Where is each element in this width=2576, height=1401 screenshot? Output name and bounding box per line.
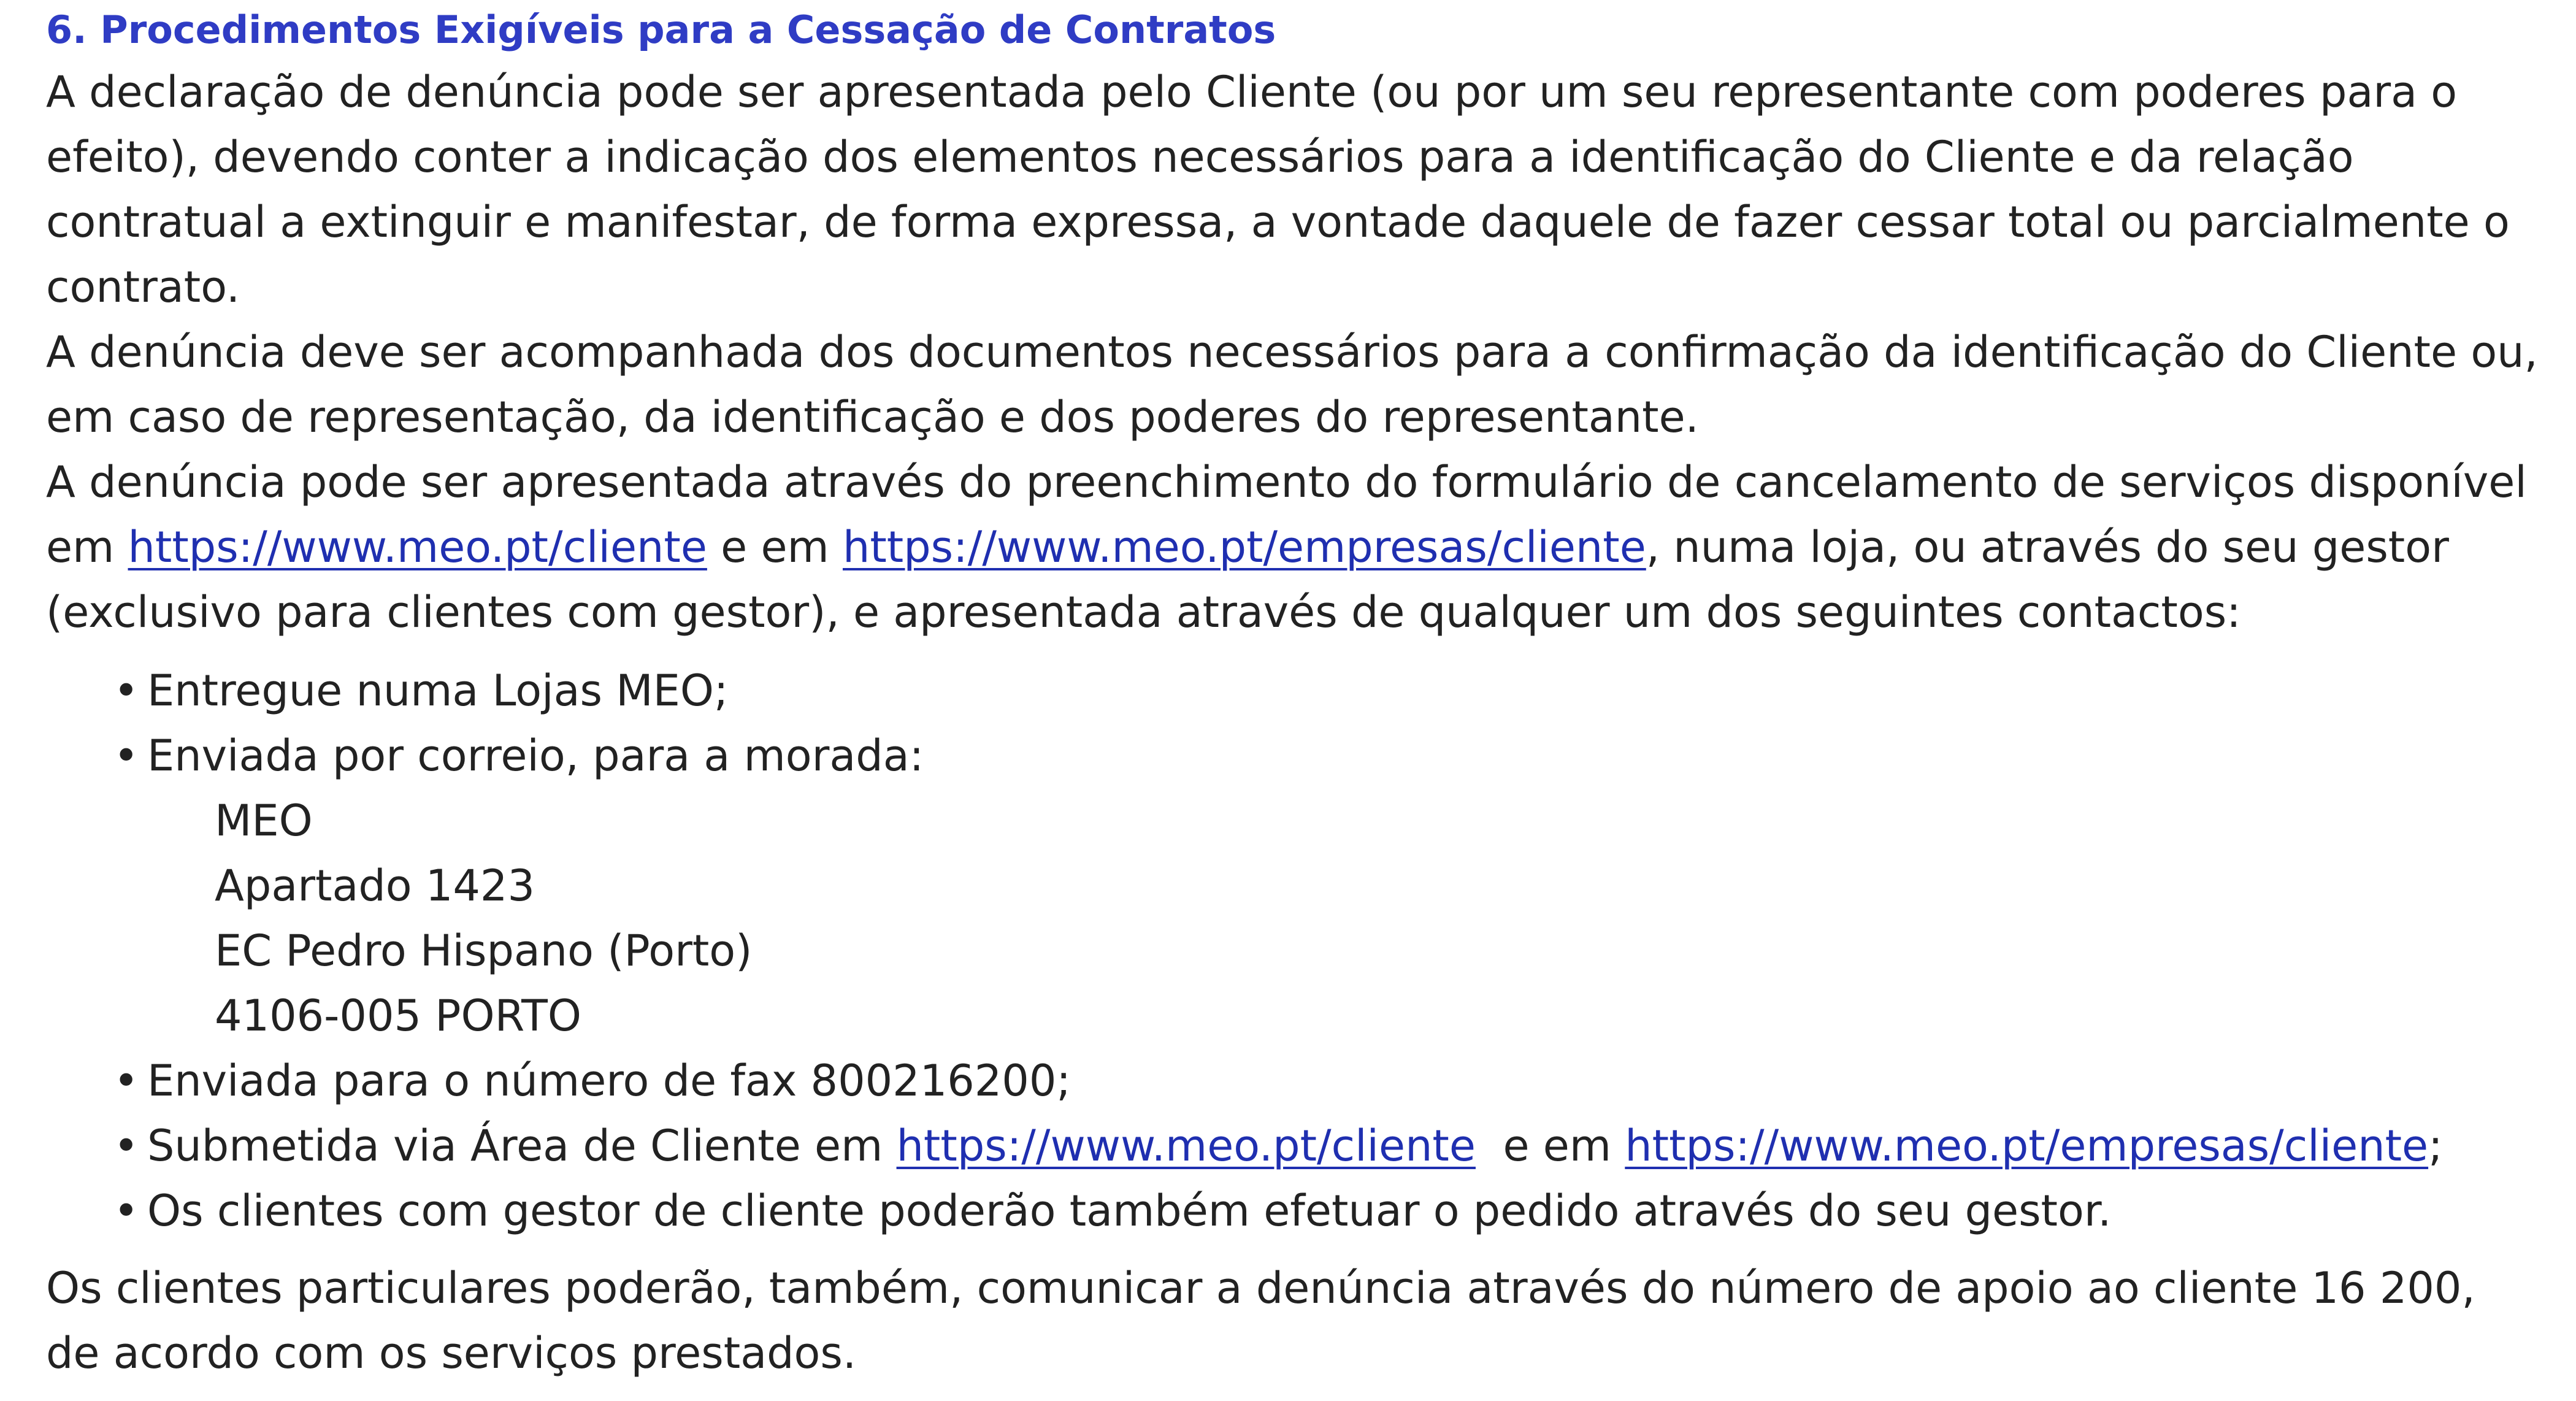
address-line-2: Apartado 1423 [215,861,535,911]
list-item-manager [113,1178,2539,1243]
paragraph-closing: Os clientes particulares poderão, também, comunicar a denúncia através do número de apoio ao cliente 16 200, de acordo com os serviços prestados. [46,1263,2475,1378]
paragraph-submission [46,450,2539,645]
link-meo-empresas-cliente[interactable]: https://www.meo.pt/empresas/cliente [842,522,1646,572]
list-item-store-text: Entregue numa Lojas MEO; [147,666,729,716]
bullet-icon: • [113,731,139,781]
list-item-client-area-text: Submetida via Área de Cliente em [147,1121,897,1171]
address-line-1: MEO [215,796,313,846]
list-item-mail [113,723,2539,788]
address-block [147,788,2539,1048]
paragraph-submission-text-1: A denúncia pode ser apresentada através do preenchimento do formulário de cancelamento de serviços disponível em [46,457,2527,572]
paragraph-declaration: A declaração de denúncia pode ser apresentada pelo Cliente (ou por um seu representante com poderes para o efeito), devendo conter a indicação dos elementos necessários para a identificação do Cliente e da relação contratual a extinguir e manifestar, de forma expressa, a vontade daquele de fazer cessar total ou parcialmente o contrato. [46,67,2510,312]
bullet-icon: • [113,666,139,716]
address-line-3: EC Pedro Hispano (Porto) [215,926,753,976]
mailing-address [113,788,2539,1048]
bullet-icon: • [113,1186,139,1236]
list-item-client-area-between: e em [1475,1121,1625,1171]
link-meo-cliente-area[interactable]: https://www.meo.pt/cliente [896,1121,1476,1171]
list-item-store [113,658,2539,723]
link-meo-cliente[interactable]: https://www.meo.pt/cliente [128,522,707,572]
paragraph-documents: A denúncia deve ser acompanhada dos documentos necessários para a confirmação da identificação do Cliente ou, em caso de representação, da identificação e dos poderes do representante. [46,327,2538,442]
section-heading: 6. Procedimentos Exigíveis para a Cessação de Contratos [46,7,1276,52]
address-line-4: 4106-005 PORTO [215,991,581,1041]
bullet-icon: • [113,1056,139,1106]
list-item-fax-text: Enviada para o número de fax 800216200; [147,1056,1071,1106]
contact-list [46,658,2539,1243]
list-item-mail-text: Enviada por correio, para a morada: [147,731,924,781]
bullet-icon: • [113,1121,139,1171]
paragraph-submission-text-2: e em [707,522,843,572]
list-item-manager-text: Os clientes com gestor de cliente poderão também efetuar o pedido através do seu gestor. [147,1186,2112,1236]
link-meo-empresas-cliente-area[interactable]: https://www.meo.pt/empresas/cliente [1625,1121,2429,1171]
list-item-client-area-end: ; [2428,1121,2443,1171]
list-item-fax [113,1048,2539,1113]
list-item-client-area [113,1113,2539,1178]
paragraph-submission-text-3: , numa loja, ou através do seu gestor (exclusivo para clientes com gestor), e apresentada através de qualquer um dos seguintes contactos: [46,522,2449,637]
